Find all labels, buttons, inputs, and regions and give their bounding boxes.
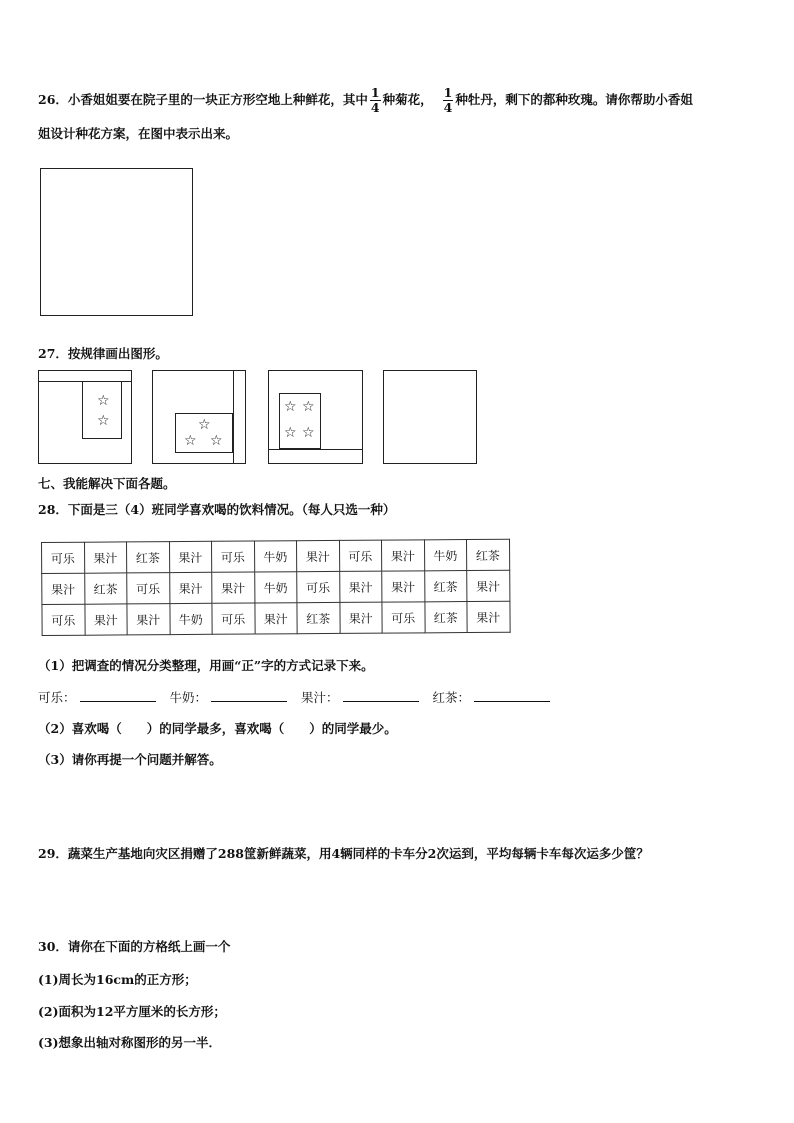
q27-title: 27．按规律画出图形。 [38,346,168,361]
table-cell: 可乐 [297,571,340,602]
star-icon: ☆ [184,433,197,449]
table-cell: 可乐 [339,540,382,571]
pattern-3-bottom-strip [269,449,362,450]
q30-item3: (3)想象出轴对称图形的另一半． [38,1035,222,1050]
table-cell: 红茶 [466,539,509,570]
table-cell: 可乐 [42,604,85,635]
table-cell: 牛奶 [254,572,297,603]
table-cell: 红茶 [424,602,467,633]
star-icon: ☆ [302,425,315,441]
tea-answer-blank[interactable] [474,689,550,702]
pattern-box-1 [38,370,132,464]
table-cell: 果汁 [382,571,425,602]
pattern-box-3 [268,370,363,464]
label-tea: 红茶： [432,690,471,705]
beverage-survey-table [41,539,510,636]
q29-text: 29．蔬菜生产基地向灾区捐赠了288筐新鲜蔬菜，用4辆同样的卡车分2次运到，平均每辆卡车每次运多少筐？ [38,846,649,861]
table-cell: 牛奶 [254,541,297,572]
pattern-answer-box[interactable] [383,370,477,464]
table-cell: 果汁 [42,573,85,604]
star-icon: ☆ [284,425,297,441]
table-cell: 红茶 [84,573,127,604]
star-icon: ☆ [210,433,223,449]
pattern-1-inner-rect [82,381,122,439]
table-cell: 果汁 [254,603,297,634]
table-cell: 可乐 [127,573,170,604]
star-icon: ☆ [97,393,110,409]
star-icon: ☆ [302,399,315,415]
table-cell: 牛奶 [169,603,212,634]
table-cell: 果汁 [84,542,127,573]
pattern-box-2 [152,370,246,464]
table-cell: 可乐 [212,603,255,634]
table-cell: 果汁 [169,541,212,572]
q26-line2: 姐设计种花方案，在图中表示出来。 [38,126,239,141]
star-icon: ☆ [198,417,211,433]
q28-tally-row [38,688,556,706]
label-juice: 果汁： [301,690,339,705]
table-cell: 果汁 [212,572,255,603]
table-cell: 果汁 [84,604,127,635]
table-row [42,570,510,604]
pattern-2-inner-rect [175,413,233,453]
table-cell: 果汁 [169,572,212,603]
juice-answer-blank[interactable] [343,689,419,702]
table-cell: 果汁 [339,602,382,633]
pattern-2-right-strip [233,371,234,463]
fraction-one-quarter: $\frac{1}{4}$ [370,85,380,115]
q26-line1 [38,86,693,115]
table-cell: 果汁 [467,601,510,632]
flower-garden-square[interactable] [40,168,193,316]
table-cell: 果汁 [127,604,170,635]
table-cell: 红茶 [424,571,467,602]
cola-answer-blank[interactable] [80,689,156,702]
q30-item2: (2)面积为12平方厘米的长方形； [38,1004,226,1019]
table-cell: 果汁 [339,571,382,602]
q28-sub1: （1）把调查的情况分类整理，用画“正”字的方式记录下来。 [38,658,374,673]
label-milk: 牛奶： [169,690,208,705]
q28-title: 28．下面是三（4）班同学喜欢喝的饮料情况。（每人只选一种） [38,502,396,517]
star-icon: ☆ [284,399,297,415]
q26-text-c: 种牡丹，剩下的都种玫瑰。请你帮助小香姐 [455,92,693,107]
table-cell: 果汁 [296,540,339,571]
table-cell: 红茶 [127,542,170,573]
table-cell: 红茶 [297,602,340,633]
label-cola: 可乐： [38,690,76,705]
table-row [42,539,510,573]
pattern-3-inner-rect [279,393,321,449]
star-icon: ☆ [97,413,110,429]
table-cell: 牛奶 [424,540,467,571]
table-cell: 可乐 [211,541,254,572]
q26-text-b: 种菊花， [382,92,433,107]
fraction-one-quarter: $\frac{1}{4}$ [443,85,453,115]
section-7-title: 七、我能解决下面各题。 [38,476,176,491]
table-cell: 可乐 [42,542,85,573]
q30-item1: (1)周长为16cm的正方形； [38,972,197,987]
table-cell: 果汁 [467,570,510,601]
q30-title: 30．请你在下面的方格纸上画一个 [38,939,231,954]
milk-answer-blank[interactable] [211,689,287,702]
q26-text-a: 26．小香姐姐要在院子里的一块正方形空地上种鲜花，其中 [38,92,368,107]
table-cell: 可乐 [382,602,425,633]
table-cell: 果汁 [381,540,424,571]
q28-sub2: （2）喜欢喝（ ）的同学最多，喜欢喝（ ）的同学最少。 [38,721,397,736]
q28-sub3: （3）请你再提一个问题并解答。 [38,752,222,767]
table-row [42,601,510,635]
